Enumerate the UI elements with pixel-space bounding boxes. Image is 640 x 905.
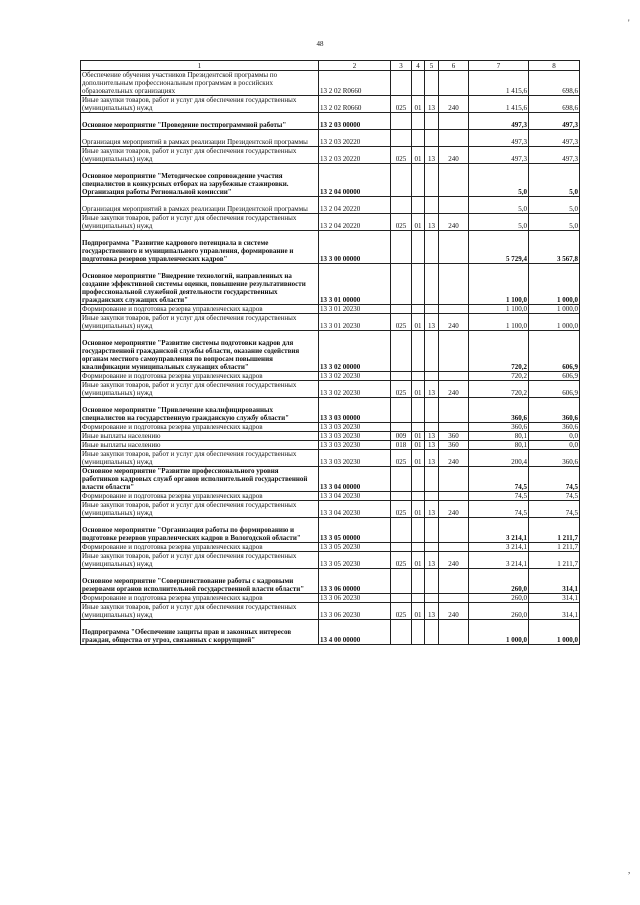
row-amount-7: 5,0: [469, 197, 529, 214]
row-section: [412, 620, 425, 645]
row-amount-7: 1 100,0: [469, 305, 529, 314]
row-subsection: [425, 492, 439, 501]
table-row: [81, 492, 580, 501]
table-row: [81, 305, 580, 314]
row-name: Организация мероприятий в рамках реализации Президентской программы: [81, 130, 319, 147]
table-row: [81, 423, 580, 432]
row-subsection: [425, 620, 439, 645]
row-subsection: 13: [425, 552, 439, 569]
row-amount-8: 1 000,0: [529, 264, 580, 305]
row-section: [412, 264, 425, 305]
row-expense-type: 240: [439, 147, 469, 164]
row-expense-type: 240: [439, 552, 469, 569]
table-row: [81, 164, 580, 197]
row-expense-type: 360: [439, 432, 469, 441]
row-subsection: [425, 543, 439, 552]
row-subsection: 13: [425, 147, 439, 164]
budget-table: [80, 60, 580, 645]
row-expense-type: [439, 113, 469, 130]
table-row: [81, 372, 580, 381]
row-section: [412, 569, 425, 594]
row-code: 13 2 02 R0660: [319, 96, 391, 113]
row-grbs: [391, 231, 412, 264]
row-expense-type: [439, 594, 469, 603]
row-grbs: 025: [391, 501, 412, 518]
table-row: [81, 518, 580, 543]
row-code: 13 2 03 20220: [319, 147, 391, 164]
table-row: [81, 113, 580, 130]
row-expense-type: [439, 620, 469, 645]
row-amount-8: 74,5: [529, 492, 580, 501]
row-section: [412, 492, 425, 501]
row-expense-type: [439, 492, 469, 501]
row-section: [412, 130, 425, 147]
row-amount-8: 5,0: [529, 197, 580, 214]
row-subsection: [425, 467, 439, 492]
table-row: [81, 71, 580, 96]
row-grbs: [391, 467, 412, 492]
table-row: [81, 552, 580, 569]
row-subsection: [425, 197, 439, 214]
table-row: [81, 467, 580, 492]
row-subsection: 13: [425, 432, 439, 441]
row-grbs: [391, 113, 412, 130]
row-subsection: [425, 331, 439, 372]
row-code: 13 3 06 20230: [319, 594, 391, 603]
row-amount-7: 1 415,6: [469, 71, 529, 96]
row-amount-7: 1 100,0: [469, 264, 529, 305]
page-number: 48: [316, 40, 324, 48]
row-amount-7: 360,6: [469, 398, 529, 423]
table-row: [81, 603, 580, 620]
row-amount-7: 74,5: [469, 492, 529, 501]
row-name: Иные закупки товаров, работ и услуг для обеспечения государственных (муниципальных) нужд: [81, 552, 319, 569]
row-expense-type: [439, 130, 469, 147]
table-header-row: [81, 61, 580, 71]
row-subsection: [425, 164, 439, 197]
row-subsection: [425, 518, 439, 543]
row-amount-7: 360,6: [469, 423, 529, 432]
row-amount-8: 606,9: [529, 372, 580, 381]
row-amount-7: 80,1: [469, 441, 529, 450]
row-amount-8: 497,3: [529, 113, 580, 130]
row-grbs: [391, 518, 412, 543]
row-code: 13 3 02 20230: [319, 372, 391, 381]
row-amount-8: 314,1: [529, 569, 580, 594]
col-header-4: 4: [412, 61, 425, 71]
edge-mark: ,: [628, 865, 631, 875]
row-expense-type: [439, 305, 469, 314]
row-expense-type: 240: [439, 501, 469, 518]
row-expense-type: [439, 543, 469, 552]
row-grbs: 025: [391, 314, 412, 331]
row-subsection: 13: [425, 603, 439, 620]
row-amount-7: 1 415,6: [469, 96, 529, 113]
row-subsection: [425, 130, 439, 147]
col-header-6: 6: [439, 61, 469, 71]
row-amount-8: 5,0: [529, 214, 580, 231]
row-subsection: 13: [425, 441, 439, 450]
row-name: Иные выплаты населению: [81, 441, 319, 450]
row-section: 01: [412, 214, 425, 231]
row-name: Основное мероприятие "Внедрение технологий, направленных на создание эффективной системы оценки, повышение результативности профессиональной служебной деятельности государственных гражданских служащих области": [81, 264, 319, 305]
row-amount-7: 1 000,0: [469, 620, 529, 645]
row-expense-type: [439, 372, 469, 381]
row-name: Подпрограмма "Развитие кадрового потенциала в системе государственного и муниципального управления, формирование и подготовка резервов управленческих кадров": [81, 231, 319, 264]
row-name: Основное мероприятие "Развитие системы подготовки кадров для государственной гражданской службы области, оказание содействия органам местного самоуправления по вопросам повышения квалификации муниципальных служащих области": [81, 331, 319, 372]
row-section: [412, 164, 425, 197]
row-code: 13 3 01 00000: [319, 264, 391, 305]
row-name: Подпрограмма "Обеспечение защиты прав и законных интересов граждан, общества от угроз, связанных с коррупцией": [81, 620, 319, 645]
row-section: 01: [412, 450, 425, 467]
row-section: [412, 197, 425, 214]
row-grbs: [391, 130, 412, 147]
row-code: 13 3 04 20230: [319, 492, 391, 501]
row-expense-type: [439, 264, 469, 305]
row-amount-8: 497,3: [529, 130, 580, 147]
row-code: 13 3 05 20230: [319, 543, 391, 552]
row-name: Иные закупки товаров, работ и услуг для обеспечения государственных (муниципальных) нужд: [81, 501, 319, 518]
row-section: 01: [412, 381, 425, 398]
row-code: 13 3 05 20230: [319, 552, 391, 569]
row-section: [412, 398, 425, 423]
row-section: [412, 467, 425, 492]
row-amount-7: 200,4: [469, 450, 529, 467]
row-subsection: [425, 231, 439, 264]
row-subsection: 13: [425, 450, 439, 467]
row-code: 13 3 03 00000: [319, 398, 391, 423]
table-row: [81, 96, 580, 113]
row-grbs: 018: [391, 441, 412, 450]
row-code: 13 3 02 00000: [319, 331, 391, 372]
table-row: [81, 231, 580, 264]
row-grbs: 025: [391, 603, 412, 620]
row-name: Обеспечение обучения участников Президентской программы по дополнительным профессиональным программам в российских образовательных организациях: [81, 71, 319, 96]
table-row: [81, 214, 580, 231]
row-grbs: [391, 331, 412, 372]
row-subsection: 13: [425, 214, 439, 231]
row-subsection: [425, 423, 439, 432]
row-code: 13 3 04 20230: [319, 501, 391, 518]
row-grbs: [391, 305, 412, 314]
row-expense-type: [439, 164, 469, 197]
row-expense-type: 240: [439, 450, 469, 467]
row-name: Основное мероприятие "Организация работы по формированию и подготовке резервов управленческих кадров в Вологодской области": [81, 518, 319, 543]
table-body: [81, 71, 580, 645]
table-row: [81, 441, 580, 450]
row-grbs: [391, 372, 412, 381]
row-section: [412, 594, 425, 603]
row-expense-type: 240: [439, 214, 469, 231]
row-code: 13 3 05 00000: [319, 518, 391, 543]
row-grbs: 009: [391, 432, 412, 441]
row-subsection: [425, 305, 439, 314]
row-grbs: 025: [391, 552, 412, 569]
row-amount-8: 74,5: [529, 501, 580, 518]
row-section: 01: [412, 96, 425, 113]
row-amount-7: 260,0: [469, 569, 529, 594]
row-amount-7: 260,0: [469, 594, 529, 603]
row-expense-type: [439, 423, 469, 432]
row-code: 13 2 02 R0660: [319, 71, 391, 96]
row-amount-8: 1 211,7: [529, 552, 580, 569]
row-expense-type: 360: [439, 441, 469, 450]
row-code: 13 3 01 20230: [319, 314, 391, 331]
row-amount-7: 1 100,0: [469, 314, 529, 331]
row-amount-7: 3 214,1: [469, 543, 529, 552]
row-subsection: [425, 569, 439, 594]
row-name: Основное мероприятие "Привлечение квалифицированных специалистов на государственную гражданскую службу области": [81, 398, 319, 423]
table-row: [81, 594, 580, 603]
table-row: [81, 314, 580, 331]
row-amount-8: 1 000,0: [529, 314, 580, 331]
row-name: Основное мероприятие "Проведение постпрограммной работы": [81, 113, 319, 130]
row-section: [412, 372, 425, 381]
row-name: Иные закупки товаров, работ и услуг для обеспечения государственных (муниципальных) нужд: [81, 96, 319, 113]
row-code: 13 3 02 20230: [319, 381, 391, 398]
row-subsection: [425, 264, 439, 305]
row-subsection: [425, 594, 439, 603]
row-section: [412, 543, 425, 552]
row-grbs: [391, 492, 412, 501]
row-name: Основное мероприятие "Совершенствование работы с кадровыми резервами органов исполнительной государственной власти области": [81, 569, 319, 594]
table-row: [81, 197, 580, 214]
row-name: Формирование и подготовка резерва управленческих кадров: [81, 594, 319, 603]
row-grbs: 025: [391, 214, 412, 231]
row-amount-8: 1 000,0: [529, 620, 580, 645]
row-section: [412, 71, 425, 96]
row-section: 01: [412, 501, 425, 518]
row-code: 13 2 03 20220: [319, 130, 391, 147]
row-section: 01: [412, 147, 425, 164]
row-amount-8: 360,6: [529, 423, 580, 432]
row-grbs: [391, 71, 412, 96]
row-expense-type: 240: [439, 314, 469, 331]
row-name: Формирование и подготовка резерва управленческих кадров: [81, 543, 319, 552]
row-amount-7: 720,2: [469, 372, 529, 381]
row-amount-8: 497,3: [529, 147, 580, 164]
row-name: Формирование и подготовка резерва управленческих кадров: [81, 372, 319, 381]
col-header-5: 5: [425, 61, 439, 71]
row-code: 13 4 00 00000: [319, 620, 391, 645]
row-grbs: [391, 398, 412, 423]
row-amount-8: 0,0: [529, 432, 580, 441]
row-expense-type: [439, 569, 469, 594]
table-row: [81, 398, 580, 423]
row-amount-7: 74,5: [469, 501, 529, 518]
row-expense-type: [439, 398, 469, 423]
row-expense-type: [439, 231, 469, 264]
row-amount-8: 606,9: [529, 331, 580, 372]
row-subsection: 13: [425, 501, 439, 518]
row-code: 13 3 01 20230: [319, 305, 391, 314]
row-subsection: [425, 398, 439, 423]
row-section: [412, 518, 425, 543]
row-section: 01: [412, 552, 425, 569]
row-amount-8: 698,6: [529, 96, 580, 113]
row-code: 13 3 06 00000: [319, 569, 391, 594]
row-amount-7: 74,5: [469, 467, 529, 492]
row-amount-8: 1 000,0: [529, 305, 580, 314]
row-name: Формирование и подготовка резерва управленческих кадров: [81, 305, 319, 314]
row-amount-8: 314,1: [529, 603, 580, 620]
row-grbs: 025: [391, 450, 412, 467]
row-code: 13 3 03 20230: [319, 423, 391, 432]
row-subsection: 13: [425, 314, 439, 331]
row-amount-7: 3 214,1: [469, 552, 529, 569]
row-name: Иные закупки товаров, работ и услуг для обеспечения государственных (муниципальных) нужд: [81, 381, 319, 398]
table-row: [81, 331, 580, 372]
row-section: [412, 305, 425, 314]
row-amount-7: 5,0: [469, 214, 529, 231]
table-row: [81, 501, 580, 518]
row-code: 13 2 04 20220: [319, 197, 391, 214]
row-amount-8: 3 567,8: [529, 231, 580, 264]
col-header-2: 2: [319, 61, 391, 71]
row-expense-type: 240: [439, 603, 469, 620]
row-name: Основное мероприятие "Методическое сопровождение участия специалистов в конкурсных отборах на зарубежные стажировки. Организация работы Региональной комиссии": [81, 164, 319, 197]
col-header-1: 1: [81, 61, 319, 71]
row-amount-8: 1 211,7: [529, 518, 580, 543]
row-name: Иные закупки товаров, работ и услуг для обеспечения государственных (муниципальных) нужд: [81, 603, 319, 620]
row-amount-8: 360,6: [529, 398, 580, 423]
row-name: Иные закупки товаров, работ и услуг для обеспечения государственных (муниципальных) нужд: [81, 314, 319, 331]
row-expense-type: 240: [439, 381, 469, 398]
table-row: [81, 147, 580, 164]
row-amount-7: 720,2: [469, 381, 529, 398]
row-expense-type: [439, 197, 469, 214]
row-grbs: [391, 197, 412, 214]
row-amount-8: 5,0: [529, 164, 580, 197]
row-amount-8: 606,9: [529, 381, 580, 398]
table-row: [81, 569, 580, 594]
row-subsection: [425, 113, 439, 130]
row-grbs: [391, 264, 412, 305]
row-amount-7: 5 729,4: [469, 231, 529, 264]
row-amount-8: 74,5: [529, 467, 580, 492]
row-expense-type: [439, 331, 469, 372]
row-subsection: 13: [425, 96, 439, 113]
row-section: [412, 113, 425, 130]
row-code: 13 2 04 00000: [319, 164, 391, 197]
row-name: Иные закупки товаров, работ и услуг для обеспечения государственных (муниципальных) нужд: [81, 214, 319, 231]
row-subsection: [425, 71, 439, 96]
edge-mark: ': [628, 18, 630, 28]
row-amount-7: 497,3: [469, 113, 529, 130]
row-section: 01: [412, 441, 425, 450]
row-amount-7: 260,0: [469, 603, 529, 620]
row-code: 13 3 03 20230: [319, 450, 391, 467]
row-name: Организация мероприятий в рамках реализации Президентской программы: [81, 197, 319, 214]
row-name: Основное мероприятие "Развитие профессионального уровня работников кадровых служб органов исполнительной государственной власти области": [81, 467, 319, 492]
row-grbs: [391, 423, 412, 432]
row-code: 13 2 03 00000: [319, 113, 391, 130]
row-section: 01: [412, 314, 425, 331]
row-subsection: [425, 372, 439, 381]
row-code: 13 2 04 20220: [319, 214, 391, 231]
row-amount-7: 3 214,1: [469, 518, 529, 543]
row-grbs: [391, 620, 412, 645]
row-amount-8: 360,6: [529, 450, 580, 467]
table-row: [81, 450, 580, 467]
row-grbs: [391, 594, 412, 603]
row-section: [412, 331, 425, 372]
row-name: Иные закупки товаров, работ и услуг для обеспечения государственных (муниципальных) нужд: [81, 147, 319, 164]
table-row: [81, 381, 580, 398]
row-expense-type: 240: [439, 96, 469, 113]
table-row: [81, 264, 580, 305]
row-name: Иные закупки товаров, работ и услуг для обеспечения государственных (муниципальных) нужд: [81, 450, 319, 467]
table-row: [81, 543, 580, 552]
row-amount-8: 0,0: [529, 441, 580, 450]
row-expense-type: [439, 518, 469, 543]
row-code: 13 3 03 20230: [319, 432, 391, 441]
row-amount-8: 1 211,7: [529, 543, 580, 552]
row-grbs: [391, 543, 412, 552]
row-amount-8: 698,6: [529, 71, 580, 96]
row-subsection: 13: [425, 381, 439, 398]
row-amount-7: 80,1: [469, 432, 529, 441]
col-header-8: 8: [529, 61, 580, 71]
row-amount-7: 497,3: [469, 130, 529, 147]
row-expense-type: [439, 467, 469, 492]
row-grbs: 025: [391, 147, 412, 164]
row-grbs: [391, 164, 412, 197]
row-section: [412, 231, 425, 264]
row-section: 01: [412, 603, 425, 620]
table-row: [81, 130, 580, 147]
row-amount-7: 720,2: [469, 331, 529, 372]
table-row: [81, 432, 580, 441]
col-header-3: 3: [391, 61, 412, 71]
row-name: Иные выплаты населению: [81, 432, 319, 441]
row-grbs: [391, 569, 412, 594]
row-grbs: 025: [391, 381, 412, 398]
row-code: 13 3 00 00000: [319, 231, 391, 264]
row-amount-7: 497,3: [469, 147, 529, 164]
row-code: 13 3 03 20230: [319, 441, 391, 450]
col-header-7: 7: [469, 61, 529, 71]
row-grbs: 025: [391, 96, 412, 113]
row-name: Формирование и подготовка резерва управленческих кадров: [81, 423, 319, 432]
row-section: 01: [412, 432, 425, 441]
row-section: [412, 423, 425, 432]
row-name: Формирование и подготовка резерва управленческих кадров: [81, 492, 319, 501]
row-amount-7: 5,0: [469, 164, 529, 197]
table-row: [81, 620, 580, 645]
row-code: 13 3 04 00000: [319, 467, 391, 492]
row-expense-type: [439, 71, 469, 96]
row-code: 13 3 06 20230: [319, 603, 391, 620]
row-amount-8: 314,1: [529, 594, 580, 603]
